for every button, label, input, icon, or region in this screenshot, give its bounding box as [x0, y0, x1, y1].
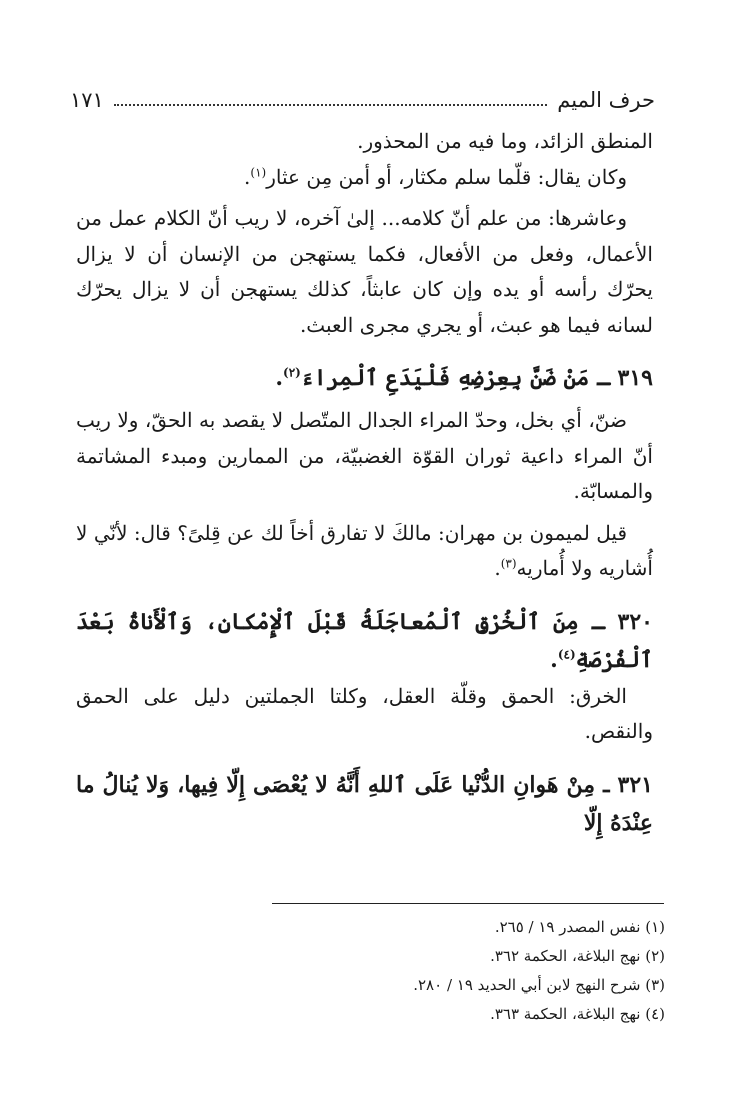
- footnote-ref: (٤): [557, 647, 576, 662]
- paragraph-end: .: [244, 164, 251, 189]
- saying-text: مَنْ ضَنَّ بِعِرْضِهِ فَلْيَدَعِ ٱلْمِراءَ: [300, 365, 590, 391]
- main-text: [76, 124, 653, 842]
- saying-heading-321: [76, 766, 653, 842]
- saying-heading-319: [76, 359, 653, 397]
- footnote-ref: (٢): [283, 365, 301, 380]
- header-dot-leader: [114, 102, 547, 106]
- saying-heading-320: [76, 603, 653, 679]
- paragraph-end: .: [494, 556, 501, 580]
- footnote: (٢) نهج البلاغة، الحكمة ٣٦٢.: [490, 947, 665, 965]
- saying-number: ٣١٩ ـ: [596, 365, 653, 391]
- saying-number: ٣٢٠ ـ: [591, 608, 653, 635]
- saying-end: .: [275, 365, 284, 391]
- saying-text: مِنْ هَوانِ الدُّنْيا عَلَى ٱللهِ أَنَّهُ لا يُعْصَى إِلّا فِيها، وَلا يُنالُ ما عِنْدَهُ إِلّا: [76, 771, 653, 836]
- paragraph-text: قيل لميمون بن مهران: مالكَ لا تفارق أخاً لك عن قِلىً؟ قال: لأنّي لا أُشاريه ولا أُماريه: [76, 520, 653, 580]
- running-header: [70, 86, 655, 114]
- paragraph: [76, 516, 653, 587]
- footnote-ref: (٣): [500, 556, 517, 571]
- chapter-title: حرف الميم: [557, 88, 655, 112]
- footnote: (٤) نهج البلاغة، الحكمة ٣٦٣.: [490, 1005, 665, 1023]
- paragraph-text: وكان يقال: قلّما سلم مكثار، أو أمن مِن عثار: [266, 164, 627, 189]
- saying-text: مِنَ ٱلْخُرْقِ ٱلْمُعاجَلَةُ قَبْلَ ٱلْإِمْكانِ، وَٱلْأَناةُ بَعْدَ ٱلْفُرْصَةِ: [76, 608, 653, 673]
- footnote-separator: [272, 903, 664, 904]
- saying-number: ٣٢١ ـ: [603, 771, 653, 798]
- footnotes: [272, 913, 665, 1029]
- paragraph: وعاشرها: من علم أنّ كلامه... إلىٰ آخره، لا ريب أنّ الكلام عمل من الأعمال، وفعل من الأفعال، فكما يستهجن من الإنسان أن لا يزال يحرّك رأسه أو يده وإن كان عابثاً، كذلك يستهجن أن لا يزال يحرّك لسانه فيما هو عبث، أو يجري مجرى العبث.: [76, 206, 653, 337]
- paragraph: [76, 160, 653, 196]
- saying-end: .: [550, 646, 558, 673]
- footnote: (٣) شرح النهج لابن أبي الحديد ١٩ / ٢٨٠.: [413, 976, 665, 994]
- paragraph: ضنّ، أي بخل، وحدّ المراء الجدال المتّصل لا يقصد به الحقّ، ولا ريب أنّ المراء داعية ثوران القوّة الغضبيّة، من الممارين ومبدء المشاتمة والمسابّة.: [76, 408, 653, 503]
- page-number: ١٧١: [70, 88, 104, 112]
- footnote-ref: (١): [250, 164, 267, 179]
- paragraph: الخرق: الحمق وقلّة العقل، وكلتا الجملتين دليل على الحمق والنقص.: [76, 683, 653, 743]
- paragraph: المنطق الزائد، وما فيه من المحذور.: [357, 129, 653, 153]
- footnote: (١) نفس المصدر ١٩ / ٢٦٥.: [494, 918, 665, 936]
